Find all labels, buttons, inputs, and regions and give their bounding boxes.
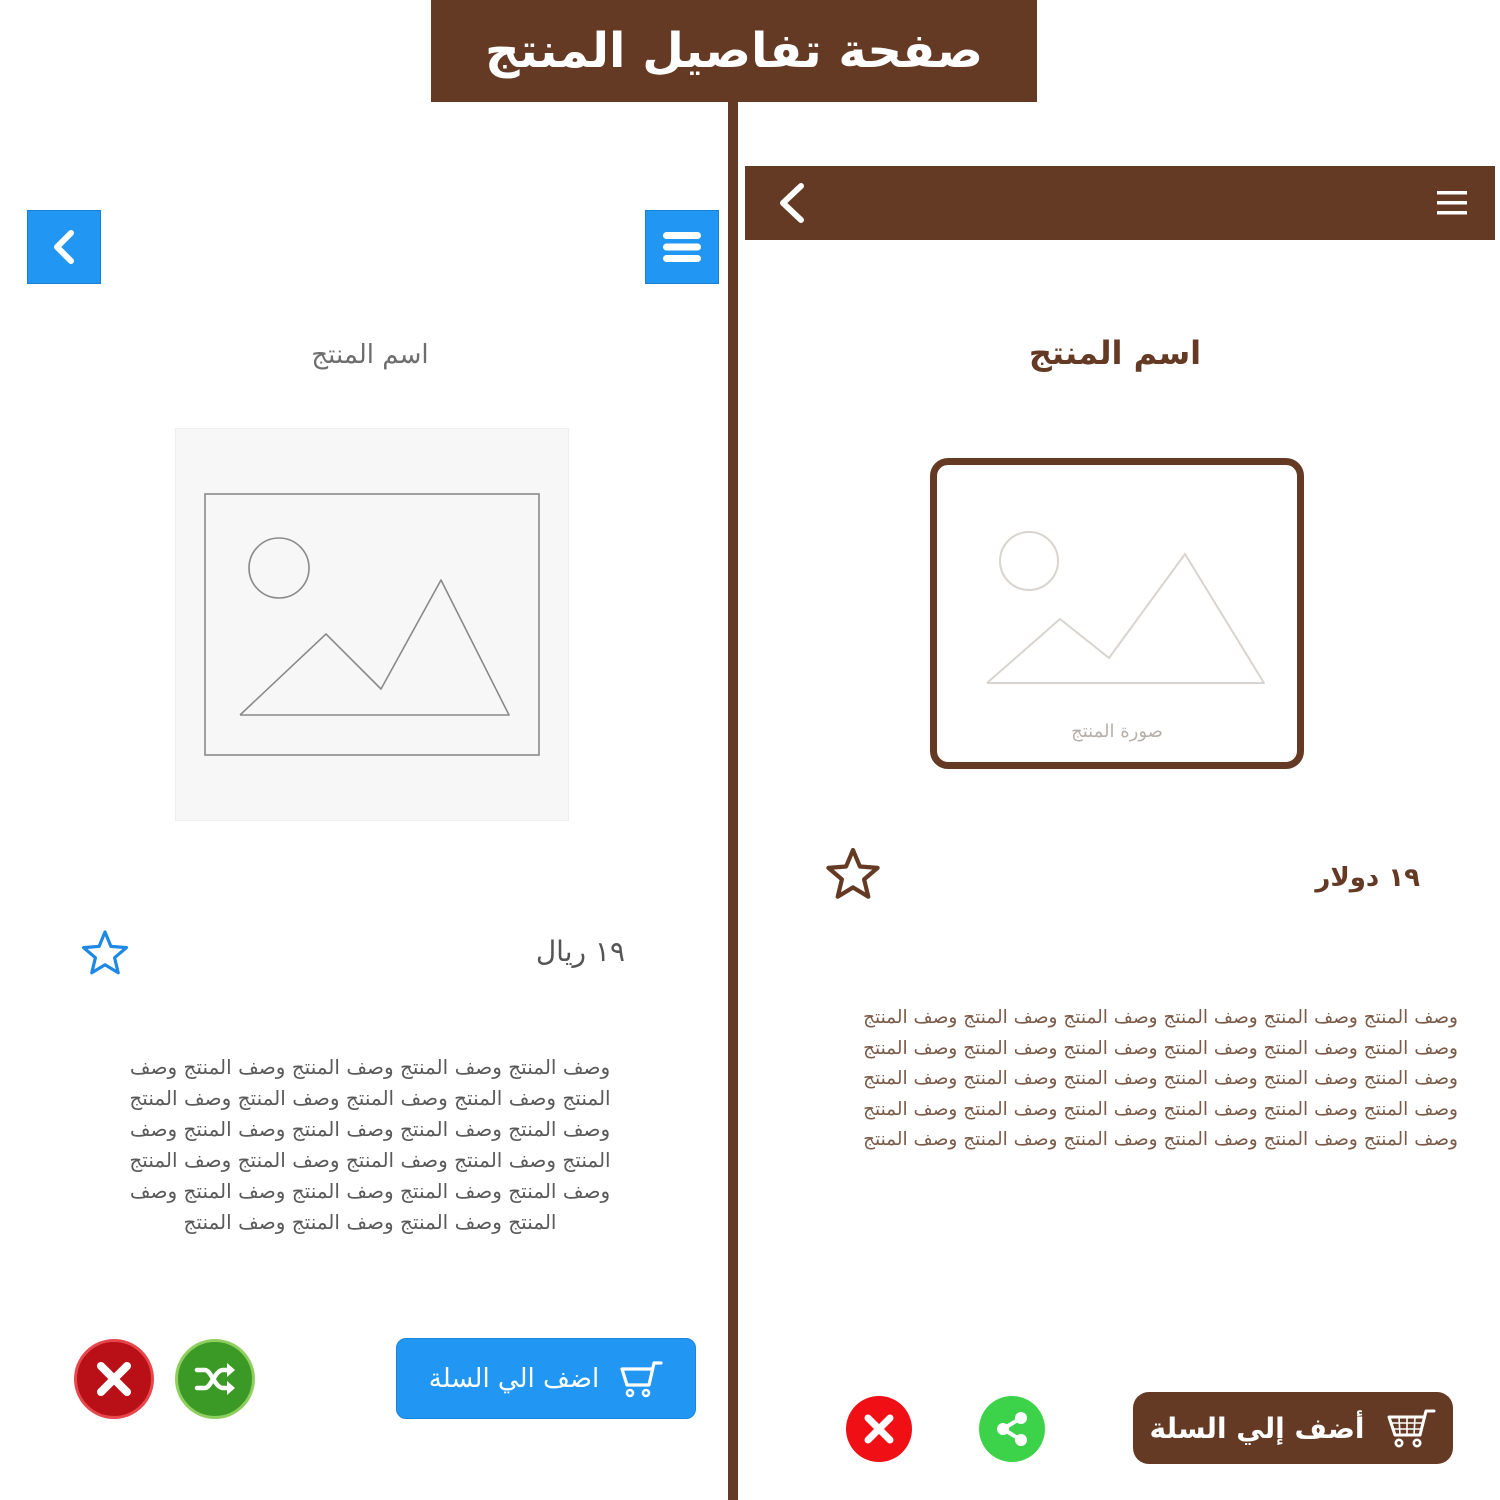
close-icon <box>94 1359 134 1399</box>
close-icon <box>862 1412 896 1446</box>
description-line: وصف المنتج وصف المنتج وصف المنتج وصف المنتج وصف المنتج وصف المنتج <box>863 1129 1458 1150</box>
close-button[interactable] <box>846 1396 912 1462</box>
menu-icon <box>661 230 703 264</box>
product-description <box>796 1003 1458 1156</box>
share-button[interactable] <box>979 1396 1045 1462</box>
menu-icon <box>1435 188 1469 218</box>
close-button[interactable] <box>74 1339 154 1419</box>
chevron-left-icon <box>774 181 810 225</box>
product-price: ١٩ دولار <box>1315 863 1420 893</box>
description-line: وصف المنتج وصف المنتج وصف المنتج وصف المنتج وصف <box>129 1055 611 1079</box>
app-header <box>745 166 1495 240</box>
image-icon <box>176 429 570 822</box>
back-button[interactable] <box>770 180 814 226</box>
page-title-banner <box>431 0 1037 102</box>
product-description <box>110 1052 630 1238</box>
description-line: وصف المنتج وصف المنتج وصف المنتج وصف المنتج وصف المنتج وصف المنتج <box>863 1037 1458 1059</box>
star-icon <box>80 928 130 978</box>
favorite-button[interactable] <box>824 846 882 906</box>
product-name: اسم المنتج <box>1028 334 1202 372</box>
image-icon <box>937 465 1297 762</box>
add-to-cart-button[interactable] <box>1133 1392 1453 1464</box>
image-caption: صورة المنتج <box>1071 721 1163 742</box>
shuffle-icon <box>194 1361 236 1397</box>
add-to-cart-label: أضف إلي السلة <box>1149 1411 1365 1445</box>
cart-icon <box>1384 1406 1436 1450</box>
description-line: وصف المنتج وصف المنتج وصف المنتج وصف المنتج وصف المنتج وصف المنتج <box>863 1007 1458 1028</box>
description-line: المنتج وصف المنتج وصف المنتج وصف المنتج وصف المنتج <box>129 1148 611 1172</box>
page-title: صفحة تفاصيل المنتج <box>485 23 983 79</box>
back-button[interactable] <box>27 210 101 284</box>
product-image-frame <box>930 458 1304 769</box>
add-to-cart-label: اضف الي السلة <box>428 1363 600 1394</box>
add-to-cart-button[interactable] <box>396 1338 696 1419</box>
share-icon <box>992 1409 1032 1449</box>
description-line: وصف المنتج وصف المنتج وصف المنتج وصف المنتج وصف المنتج وصف المنتج <box>863 1068 1458 1089</box>
star-icon <box>824 846 882 902</box>
description-line: وصف المنتج وصف المنتج وصف المنتج وصف المنتج وصف المنتج وصف المنتج <box>863 1098 1458 1120</box>
mockup-divider <box>728 100 738 1500</box>
description-line: المنتج وصف المنتج وصف المنتج وصف المنتج وصف المنتج <box>129 1086 611 1110</box>
menu-button[interactable] <box>645 210 719 284</box>
menu-button[interactable] <box>1430 183 1474 223</box>
favorite-button[interactable] <box>80 928 130 982</box>
product-price: ١٩ ريال <box>535 935 625 968</box>
cart-icon <box>617 1359 663 1399</box>
description-line: وصف المنتج وصف المنتج وصف المنتج وصف المنتج وصف <box>129 1179 611 1203</box>
chevron-left-icon <box>47 227 81 267</box>
shuffle-button[interactable] <box>175 1339 255 1419</box>
description-line: وصف المنتج وصف المنتج وصف المنتج وصف المنتج وصف <box>129 1117 611 1141</box>
product-name: اسم المنتج <box>311 340 429 370</box>
description-line: المنتج وصف المنتج وصف المنتج وصف المنتج <box>183 1210 557 1234</box>
product-image-placeholder <box>175 428 569 821</box>
